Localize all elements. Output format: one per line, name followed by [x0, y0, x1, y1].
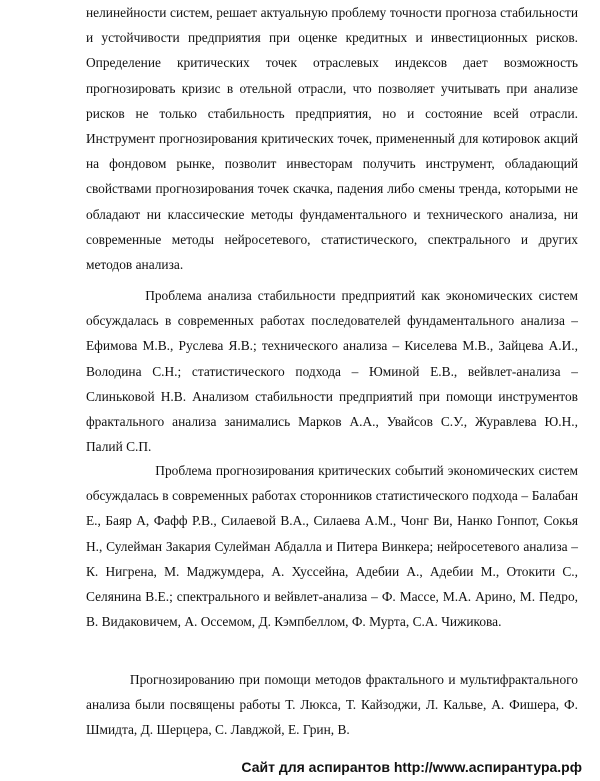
paragraph-4: Прогнозированию при помощи методов фрактального и мультифрактального анализа были посвящены работы Т. Люкса, Т. Кайзоджи, Л. Кальве, А. Фишера, Ф. Шмидта, Д. Шерцера, С. Лавджой, Е. Грин, В. — [86, 672, 578, 738]
paragraph-1: нелинейности систем, решает актуальную проблему точности прогноза стабильности и устойчивости предприятия при оценке кредитных и инвестиционных рисков. Определение критических точек отраслевых индексов дает возможность прогнозировать кризис в отельной отрасли, что позволяет учитывать при анализе рисков не только стабильность предприятия, но и состояние всей отрасли. Инструмент прогнозирования критических точек, примененный для котировок акций на фондовом рынке, позволит инвесторам получить инструмент, обладающий свойствами прогнозирования точек скачка, падения либо смены тренда, которыми не обладают ни классические методы фундаментального и технического анализа, ни современные методы нейросетевого, статистического, спектрального и других методов анализа. — [86, 5, 578, 273]
site-footer-watermark: Сайт для аспирантов http://www.аспирантура.рф — [241, 759, 582, 775]
paragraph-2: Проблема анализа стабильности предприятий как экономических систем обсуждалась в современных работах последователей фундаментального анализа – Ефимова М.В., Руслева Я.В.; технического анализа – Киселева М.В., Зайцева А.И., Володина С.Н.; статистического подхода – Юминой Е.В., вейвлет-анализа – Слиньковой Н.В. Анализом стабильности предприятий при помощи инструментов фрактального анализа занимались Марков А.А., Увайсов С.У., Журавлева Ю.Н., Палий С.П. — [86, 288, 578, 455]
paragraph-3: Проблема прогнозирования критических событий экономических систем обсуждалась в современных работах сторонников статистического подхода – Балабан Е., Баяр А, Фафф Р.В., Силаевой В.А., Силаева А.М., Чонг Ви, Нанко Гонпот, Сокья Н., Сулейман Закария Сулейман Абдалла и Питера Винкера; нейросетевого анализа – К. Нигрена, М. Маджумдера, А. Хуссейна, Адебии А., Адебии М., Отокити С., Селянина В.Е.; спектрального и вейвлет-анализа – Ф. Массе, М.А. Арино, М. Педро, В. Видаковичем, А. Оссемом, Д. Кэмпбеллом, Ф. Мурта, С.А. Чижикова. — [86, 463, 578, 630]
